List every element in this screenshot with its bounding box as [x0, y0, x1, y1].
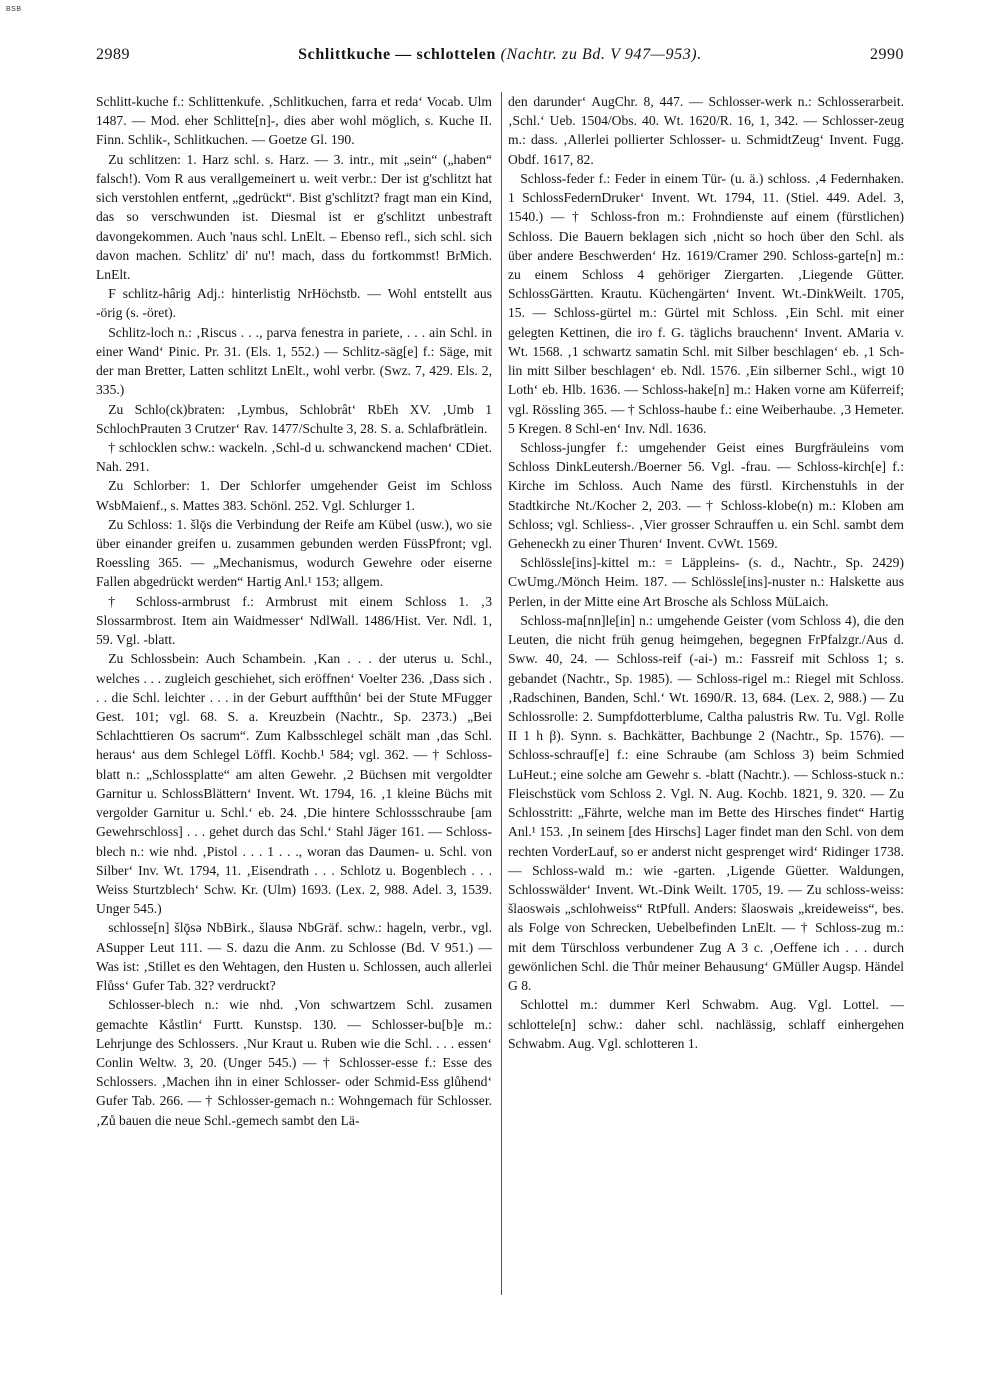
entry-schlossle-kittel: Schlössle[ins]-kittel m.: = Läppleins- (s. d., Nachtr., Sp. 2429) CwUmg./Mönch Heim. 187. — Schlössle[ins]-nuster n.: Halskette aus Perlen, in der Mitte eine Art Brosche als Schloss MüLaich. — [508, 555, 904, 609]
entry-schloss-jungfer: Schloss-jungfer f.: umgehender Geist eines Burgfräuleins vom Schloss DinkLeutersh./Boerner 56. Vgl. -frau. — Schloss-kirch[e] f.: Kirche im Schloss. Auch Name des fürstl. Kirchenstuhls in der Stadtkirche Nt./Kocher 2, 203. — † Schloss-klobe(n) m.: Kloben am Schloss; vgl. Schliess-. ‚Vier grosser Schrauffen u. ein Schl. sambt dem Geheneckh zu einer Thuren‘ Invent. CvWt. 1569. — [508, 439, 904, 552]
library-stamp: BSB — [6, 6, 22, 13]
entry-schlossen: schlosse[n] šlǭsə NbBirk., šlausə NbGräf. schw.: hageln, verbr., vgl. ASupper Leut 111. — S. dazu die Anm. zu Schlosse (Bd. V 951.) — Was ist: ‚Stillet es den Wehtagen, den Husten u. Schlossen, auch allerlei Flůss‘ Gufer Tab. 32? verdruckt? — [96, 920, 492, 994]
running-title — [96, 46, 904, 64]
volume-reference: (Nachtr. zu Bd. V 947—953). — [500, 46, 702, 63]
entry-schlossbein: Zu Schlossbein: Auch Schambein. ‚Kan . . . der uterus u. Schl., welches . . . zugleich geschiehet, sich eröffnen‘ Voelter 236. ‚Dass sich . . . die Schl. leichter . . . in der Geburt auffthůn‘ bei der Stute MFugger Gest. 101; vgl. 68. S. a. Kreuzbein (Nachtr., Sp. 2373.) „Bei Schlachttieren Os sacrum“. Zum Kalbsschlegel schält man ‚das Schl. heraus‘ aus dem Schlegel Löffl. Kochb.¹ 584; vgl. 362. — † Schloss-blatt n.: „Schlossplatte“ am alten Gewehr. ‚2 Büchsen mit vergoldter Garnitur u. SchlossBlättern‘ Invent. Wt. 1794, 16. ‚1 kleine Büchs mit vergolder Garnitur u. Schl.‘ eb. 24. ‚Die hintere Schlossschraube [am Gewehrschloss] . . . gehet durch das Schl.‘ Stahl Jäger 161. — Schloss-blech n.: wie nhd. ‚Pistol . . . 1 . . ., woran das Daumen- u. Schl. von Silber‘ Inv. Wt. 1794, 11. ‚Eisendrath . . . Schlotz u. Bogenblech . . . Weiss Sturtzblech‘ Schw. Kr. (Ulm) 1693. (Lex. 2, 988. Adel. 3, 1539. Unger 545.) — [96, 651, 492, 917]
entry-schlosser-blech: Schlosser-blech n.: wie nhd. ‚Von schwartzem Schl. zusamen gemachte Kåstlin‘ Furtt. Kunstsp. 130. — Schlosser-bu[b]e m.: Lehrjunge des Schlossers. ‚Nur Kraut u. Ruben wie die Schl. . . . essen‘ Conlin Weltw. 3, 20. (Unger 545.) — † Schlosser-esse f.: Esse des Schlossers. ‚Machen ihn in einer Schlosser- oder Schmid-Ess glůhend‘ Gufer Tab. 266. — † Schlosser-gemach n.: Wohngemach für Schlosser. ‚Zů bauen die neue Schl.-gemech sambt den Lä- — [96, 997, 492, 1128]
left-column — [96, 92, 492, 1130]
page-number-right: 2990 — [870, 46, 904, 63]
entry-schlitzen: Zu schlitzen: 1. Harz schl. s. Harz. — 3. intr., mit „sein“ („haben“ falsch!). Vom R aus verallgemeinert u. weit verbr.: Der ist g'schlitzt hat sich verstohlen entfernt, „gedrückt“. Bist g'schlitzt? fragt man ein Kind, das so verschwunden ist. Diesmal ist er g'schlitzt unbestraft davongekommen. Auch 'naus schl. LnElt. – Ebenso refl., sich schl. sich davon machen. Schlitz' di' nu'! mach, dass du fortkommst! BrMich. LnElt. — [96, 151, 492, 282]
entry-schlottel: Schlottel m.: dummer Kerl Schwabm. Aug. Vgl. Lottel. — schlottele[n] schw.: daher schl. nachlässig, schlaff einhergehen Schwabm. Aug. Vgl. schlotteren 1. — [508, 997, 904, 1051]
column-divider — [501, 92, 502, 1295]
headword-range: Schlittkuche — schlottelen — [298, 46, 496, 63]
entry-schloss-mannlein: Schloss-ma[nn]le[in] n.: umgehende Geister (vom Schloss 4), die den Leuten, die nicht früh genug heimgehen, begegnen FrPfalzgr./Aus d. Sww. 40, 24. — Schloss-reif (-ai-) m.: Fassreif mit Schloss 1; s. gebandet (Nachtr., Sp. 1985). — Schloss-rigel m.: Riegel mit Schloss. ‚Radschinen, Banden, Schl.‘ Wt. 1690/R. 13, 684. (Lex. 2, 988.) — Zu Schlossrolle: 2. Sumpfdotterblume, Caltha palustris Rw. Tu. Vgl. Rolle II 1 h β). Synn. s. Bachkätter, Bachbunge 2 (Nachtr., Sp. 1576). — Schloss-schrauf[e] f.: eine Schraube (am Schloss 3) beim Schmied LuHeut.; eine solche am Gewehr s. -blatt (Nachtr.). — Schloss-stuck n.: Fleischstück vom Schloss 2. Vgl. N. Aug. Kochb. 1821, 9. 320. — Zu Schlosstritt: „Fährte, welche man im Bette des Hirsches findet“ Hartig Anl.¹ 153. ‚In seinem [des Hirschs] Lager findet man den Schl. von dem rechten VorderLauf, so er anderst nicht gesprenget wird‘ Ridinger 1738. — Schloss-wald m.: wie -garten. ‚Ligende Güetter. Waldungen, Schlosswälder‘ Invent. Wt.-Dink Weilt. 1705, 19. — Zu schloss-weiss: šlaoswəis „schlohweiss“ RtPfull. Anders: šlaoswəis „kreideweiss“, bes. als Folge von Schrecken, Uebelbefinden LnElt. — † Schloss-zug m.: mit dem Türschloss verbundener Zug A 3 c. ‚Oeffene ich . . . durch gewönlichen Schl. die Thůr meiner Behausung‘ GMüller Augsp. Händel G 8. — [508, 612, 904, 994]
entry-schlocklen: † schlocklen schw.: wackeln. ‚Schl-d u. schwanckend machen‘ CDiet. Nah. 291. — [96, 439, 492, 475]
page-number-left: 2989 — [96, 46, 130, 63]
entry-schlitz-harig: F schlitz-hârig Adj.: hinterlistig NrHöchstb. — Wohl entstellt aus -örig (s. -öret). — [96, 286, 492, 321]
entry-schloss: Zu Schloss: 1. šlǭs die Verbindung der Reife am Kübel (usw.), wo sie über einander greifen u. zusammen gebunden werden FüssPfront; vgl. Roessling 365. — „Mechanismus, wodurch Gewehre oder eiserne Fallen abgedrückt werden“ Hartig Anl.¹ 153; allgem. — [96, 516, 492, 590]
right-column — [508, 92, 904, 1053]
entry-schlobraten: Zu Schlo(ck)braten: ‚Lymbus, Schlobrât‘ RbEh XV. ‚Umb 1 SchlochPrauten 3 Crutzer‘ Rav. 1477/Schulte 3, 28. S. a. Schlafbrätlein. — [96, 401, 492, 436]
entry-schlosser-werk: den darunder‘ AugChr. 8, 447. — Schlosser-werk n.: Schlosserarbeit. ‚Schl.‘ Ueb. 1504/Obs. 40. Wt. 1620/R. 16, 1, 342. — Schlosser-zeug m.: dass. ‚Allerlei pollierter Schlosser- u. SchmidtZeug‘ Invent. Fugg. Obdf. 1617, 82. — [508, 94, 904, 167]
entry-schloss-feder: Schloss-feder f.: Feder in einem Tür- (u. ä.) schloss. ‚4 Federnhaken. 1 SchlossFedernDruker‘ Invent. Wt. 1794, 11. (Stiel. 449. Adel. 3, 1540.) — † Schloss-fron m.: Frohndienste auf einem (fürstlichen) Schloss. Die Bauern beklagen sich ‚nicht so hoch über den Schl. als über andere Beschwerden‘ Hz. 1619/Cramer 290. Schloss-garte[n] m.: zu einem Schloss 4 gehöriger Ziergarten. ‚Liegende Gütter. SchlossGärtten. Krautu. Küchengärten‘ Invent. Wt.-DinkWeilt. 1705, 15. — Schloss-gürtel m.: Gürtel mit Schloss. ‚Ein Schl. mit einer gelegten Kettinen, die iro f. G. täglichs brauchenn‘ Invent. AMaria v. Wt. 1568. ‚1 schwartz samatin Schl. mit Silber beschlagen‘ eb. ‚1 Sch-lin mitt Silber beschlagen‘ eb. Ndl. 1576. ‚Ein silberner Schl., wigt 10 Loth‘ eb. Hlb. 1636. — Schloss-hake[n] m.: Haken vorne am Küferreif; vgl. Rössling 365. — † Schloss-haube f.: eine Weiberhaube. ‚3 Hemeter. 5 Kregen. 8 Schl-en‘ Inv. Ndl. 1636. — [508, 170, 904, 436]
entry-schlitz-loch: Schlitz-loch n.: ‚Riscus . . ., parva fenestra in pariete, . . . ain Schl. in einer Wand‘ Pinic. Pr. 31. (Els. 1, 552.) — Schlitz-säg[e] f.: Säge, mit der man Bretter, Latten schlitzt LnElt., wohl verbr. (Swz. 7, 429. Els. 2, 335.) — [96, 324, 492, 398]
running-head — [96, 46, 904, 70]
entry-schlorber: Zu Schlorber: 1. Der Schlorfer umgehender Geist im Schloss WsbMaienf., s. Mattes 383. Schönl. 252. Vgl. Schlurger 1. — [96, 478, 492, 513]
entry-schlitt-kuche: Schlitt-kuche f.: Schlittenkufe. ‚Schlitkuchen, farra et reda‘ Vocab. Ulm 1487. — Mod. eher Schlitte[n]-, dies aber wohl möglich, s. Kuche II. Finn. Schlik-, Schlitkuchen. — Goetze Gl. 190. — [96, 94, 492, 148]
entry-schloss-armbrust: † Schloss-armbrust f.: Armbrust mit einem Schloss 1. ‚3 Slossarmbrost. Item ain Waidmesser‘ NdlWall. 1486/Hist. Ver. Ndl. 1, 59. Vgl. -blatt. — [96, 593, 492, 648]
